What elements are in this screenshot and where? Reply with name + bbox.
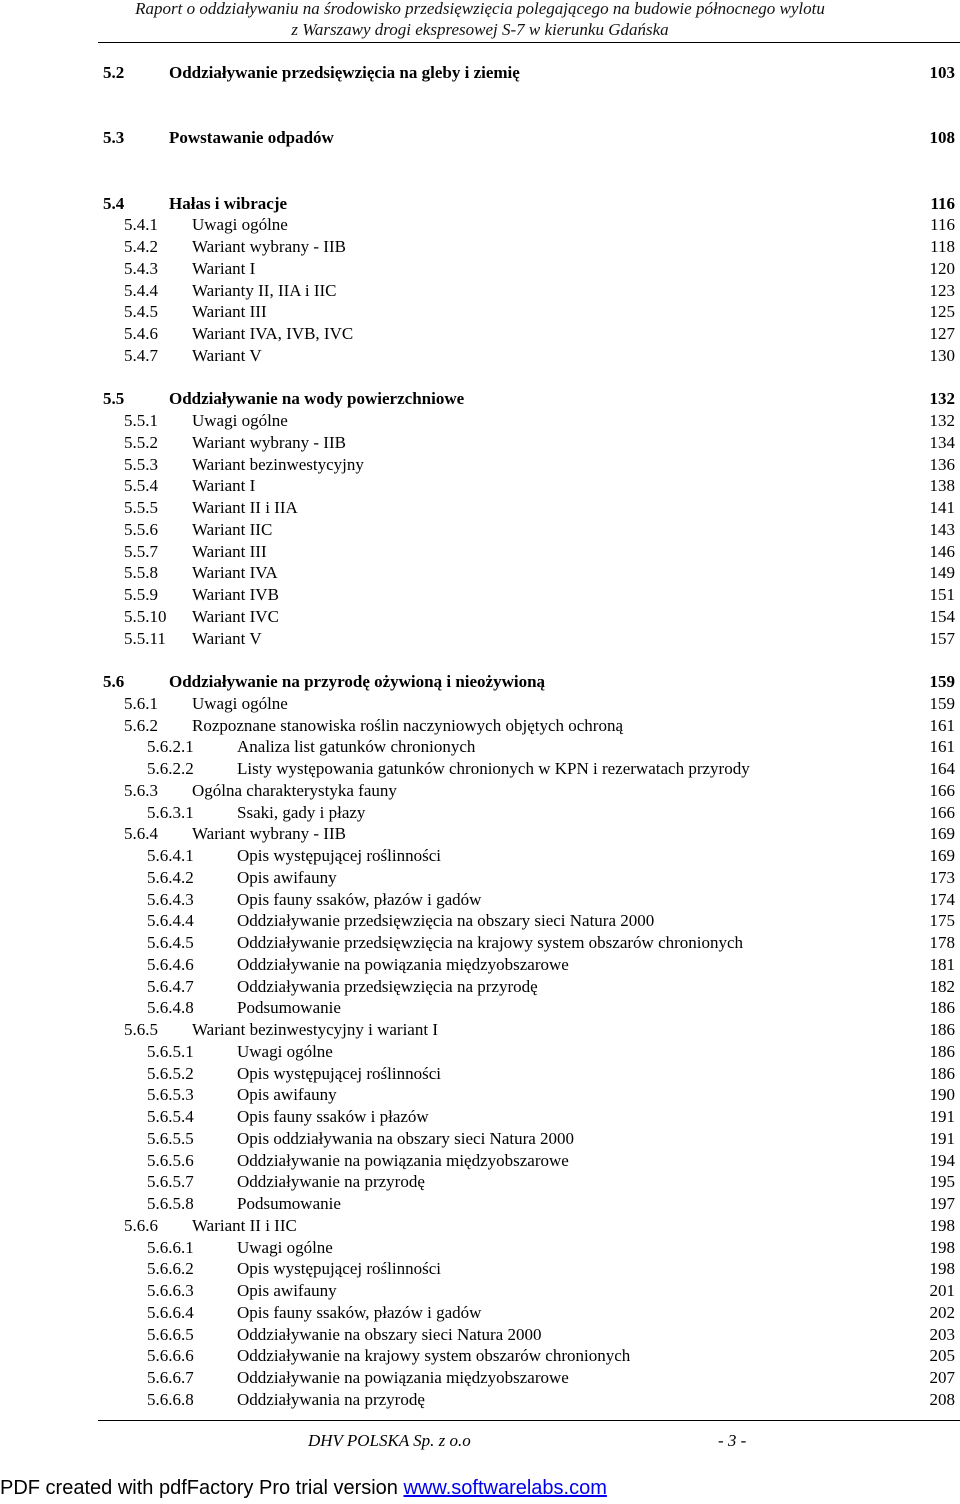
toc-entry-number: 5.5.4 bbox=[124, 476, 158, 496]
toc-entry-title: Opis awifauny bbox=[237, 1085, 337, 1105]
toc-entry-page: 116 bbox=[930, 193, 955, 213]
toc-entry[interactable] bbox=[0, 432, 960, 454]
toc-entry-page: 132 bbox=[929, 389, 955, 409]
toc-entry-number: 5.6 bbox=[103, 672, 125, 691]
toc-entry-number: 5.6.5.3 bbox=[147, 1085, 194, 1105]
toc-entry-number: 5.6.6.6 bbox=[147, 1346, 194, 1366]
toc-entry-page: 127 bbox=[929, 324, 955, 343]
toc-entry[interactable] bbox=[0, 280, 960, 302]
toc-entry-title: Oddziaływanie na powiązania międzyobszarowe bbox=[237, 1150, 569, 1170]
toc-entry-page: 202 bbox=[929, 1302, 955, 1322]
toc-entry-title: Uwagi ogólne bbox=[237, 1041, 333, 1061]
toc-entry-number: 5.6.4 bbox=[124, 824, 158, 844]
toc-entry-title: Uwagi ogólne bbox=[192, 693, 288, 713]
toc-entry[interactable] bbox=[0, 562, 960, 584]
toc-entry-number: 5.5.2 bbox=[124, 432, 158, 452]
toc-entry-number: 5.6.6.7 bbox=[147, 1368, 194, 1387]
footer-divider bbox=[98, 1420, 960, 1421]
toc-entry-title: Rozpoznane stanowiska roślin naczyniowych objętych ochroną bbox=[192, 715, 624, 735]
toc-entry-title: Oddziaływanie na wody powierzchniowe bbox=[169, 389, 465, 409]
toc-entry-page: 149 bbox=[929, 563, 955, 583]
toc-entry-title: Powstawanie odpadów bbox=[169, 128, 334, 148]
toc-entry-number: 5.4.5 bbox=[124, 302, 158, 322]
toc-entry-title: Ogólna charakterystyka fauny bbox=[192, 780, 397, 800]
toc-entry-page: 132 bbox=[929, 411, 955, 430]
toc-entry-number: 5.6.3.1 bbox=[147, 802, 194, 822]
toc-entry-page: 174 bbox=[929, 889, 955, 909]
toc-entry-page: 151 bbox=[929, 585, 955, 604]
toc-entry-page: 198 bbox=[929, 1237, 955, 1257]
header-divider bbox=[98, 42, 960, 43]
toc-entry-number: 5.6.6.8 bbox=[147, 1389, 194, 1409]
toc-entry-page: 191 bbox=[929, 1128, 955, 1148]
toc-entry-page: 186 bbox=[929, 1020, 955, 1039]
toc-entry[interactable] bbox=[0, 345, 960, 367]
footer-company: DHV POLSKA Sp. z o.o bbox=[308, 1431, 471, 1450]
toc-entry-number: 5.4.3 bbox=[124, 258, 158, 278]
toc-entry-title: Wariant IVB bbox=[192, 585, 279, 604]
toc-entry-title: Wariant wybrany - IIB bbox=[192, 237, 346, 256]
toc-entry[interactable] bbox=[0, 628, 960, 650]
toc-entry-title: Oddziaływanie na powiązania międzyobszarowe bbox=[237, 1368, 569, 1387]
toc-entry-page: 198 bbox=[929, 1259, 955, 1279]
toc-entry-page: 182 bbox=[929, 976, 955, 996]
toc-entry-title: Wariant IVA, IVB, IVC bbox=[192, 324, 354, 343]
toc-entry-title: Listy występowania gatunków chronionych w KPN i rezerwatach przyrody bbox=[237, 759, 750, 778]
toc-entry[interactable] bbox=[0, 845, 960, 867]
toc-entry-number: 5.6.3 bbox=[124, 780, 158, 800]
pdf-creator-note bbox=[0, 1474, 607, 1502]
toc-entry-number: 5.6.4.5 bbox=[147, 933, 194, 952]
toc-entry[interactable] bbox=[0, 1324, 960, 1346]
toc-entry-number: 5.6.6.4 bbox=[147, 1302, 194, 1322]
toc-entry[interactable] bbox=[0, 1128, 960, 1150]
toc-entry-page: 159 bbox=[929, 693, 955, 713]
toc-entry-number: 5.4.1 bbox=[124, 215, 158, 235]
toc-entry[interactable] bbox=[0, 1193, 960, 1215]
toc-entry-number: 5.4.6 bbox=[124, 324, 158, 343]
toc-entry[interactable] bbox=[0, 127, 960, 149]
toc-entry-page: 166 bbox=[929, 780, 955, 800]
toc-entry-title: Oddziaływanie przedsięwzięcia na krajowy system obszarów chronionych bbox=[237, 933, 744, 952]
toc-entry[interactable] bbox=[0, 889, 960, 911]
toc-entry-title: Oddziaływanie przedsięwzięcia na obszary sieci Natura 2000 bbox=[237, 911, 655, 931]
toc-entry-number: 5.6.5.2 bbox=[147, 1063, 194, 1083]
toc-entry-page: 164 bbox=[929, 759, 955, 778]
toc-entry-page: 194 bbox=[929, 1150, 955, 1170]
toc-entry[interactable] bbox=[0, 693, 960, 715]
toc-entry-title: Wariant IVC bbox=[192, 606, 279, 626]
toc-entry-title: Oddziaływanie na obszary sieci Natura 2000 bbox=[237, 1324, 542, 1344]
toc-entry-title: Opis występującej roślinności bbox=[237, 1063, 441, 1083]
toc-entry[interactable] bbox=[0, 736, 960, 758]
footer-page-number: - 3 - bbox=[718, 1431, 747, 1450]
toc-entry-number: 5.4.2 bbox=[124, 237, 158, 256]
toc-entry[interactable] bbox=[0, 1389, 960, 1411]
toc-entry[interactable] bbox=[0, 823, 960, 845]
toc-entry-number: 5.6.6.2 bbox=[147, 1259, 194, 1279]
toc-entry-page: 166 bbox=[929, 802, 955, 822]
toc-entry[interactable] bbox=[0, 258, 960, 280]
toc-entry[interactable] bbox=[0, 1367, 960, 1389]
toc-entry[interactable] bbox=[0, 932, 960, 954]
toc-entry-number: 5.6.5.7 bbox=[147, 1172, 194, 1192]
toc-entry[interactable] bbox=[0, 388, 960, 410]
toc-entry-page: 154 bbox=[929, 606, 955, 626]
toc-entry-number: 5.3 bbox=[103, 128, 125, 148]
toc-entry-page: 138 bbox=[929, 476, 955, 496]
toc-entry-page: 201 bbox=[929, 1281, 955, 1300]
toc-entry[interactable] bbox=[0, 323, 960, 345]
toc-entry-number: 5.6.6.3 bbox=[147, 1281, 194, 1300]
toc-entry-title: Wariant II i IIA bbox=[192, 498, 298, 517]
toc-entry-number: 5.4.7 bbox=[124, 345, 158, 365]
toc-entry-page: 118 bbox=[930, 237, 955, 256]
toc-entry-page: 205 bbox=[929, 1346, 955, 1366]
toc-entry[interactable] bbox=[0, 997, 960, 1019]
toc-entry-title: Wariant III bbox=[192, 302, 267, 322]
toc-entry[interactable] bbox=[0, 910, 960, 932]
toc-entry-page: 197 bbox=[929, 1194, 955, 1213]
toc-entry-number: 5.6.4.8 bbox=[147, 998, 194, 1018]
toc-entry-title: Warianty II, IIA i IIC bbox=[192, 280, 337, 300]
toc-entry-page: 195 bbox=[929, 1172, 955, 1192]
toc-entry[interactable] bbox=[0, 976, 960, 998]
toc-entry[interactable] bbox=[0, 758, 960, 780]
toc-entry-page: 123 bbox=[929, 280, 955, 300]
toc-entry-title: Opis awifauny bbox=[237, 867, 337, 887]
toc-entry-number: 5.6.5 bbox=[124, 1020, 158, 1039]
toc-entry-page: 186 bbox=[929, 1041, 955, 1061]
toc-entry-page: 203 bbox=[929, 1324, 955, 1344]
toc-entry[interactable] bbox=[0, 1019, 960, 1041]
toc-entry-number: 5.6.2.2 bbox=[147, 759, 194, 778]
toc-entry[interactable] bbox=[0, 606, 960, 628]
toc-entry-title: Ssaki, gady i płazy bbox=[237, 802, 366, 822]
toc-entry-number: 5.6.4.7 bbox=[147, 976, 194, 996]
toc-entry[interactable] bbox=[0, 1150, 960, 1172]
toc-entry-title: Wariant bezinwestycyjny bbox=[192, 454, 364, 474]
toc-entry[interactable] bbox=[0, 1171, 960, 1193]
toc-entry-page: 159 bbox=[929, 672, 955, 691]
toc-entry-title: Wariant I bbox=[192, 476, 256, 496]
toc-entry-number: 5.5.3 bbox=[124, 454, 158, 474]
toc-entry-number: 5.5.8 bbox=[124, 563, 158, 583]
toc-entry-number: 5.6.1 bbox=[124, 693, 158, 713]
toc-entry-title: Wariant III bbox=[192, 541, 267, 561]
toc-entry-page: 125 bbox=[929, 302, 955, 322]
toc-entry-number: 5.6.4.2 bbox=[147, 867, 194, 887]
toc-entry-number: 5.6.5.5 bbox=[147, 1128, 194, 1148]
toc-entry[interactable] bbox=[0, 780, 960, 802]
toc-entry-title: Oddziaływanie na krajowy system obszarów chronionych bbox=[237, 1346, 631, 1366]
header-line-2: z Warszawy drogi ekspresowej S-7 w kierunku Gdańska bbox=[291, 20, 669, 39]
toc-entry-title: Wariant bezinwestycyjny i wariant I bbox=[192, 1020, 438, 1039]
toc-entry-title: Opis fauny ssaków i płazów bbox=[237, 1107, 429, 1126]
toc-entry-page: 169 bbox=[929, 846, 955, 865]
toc-entry-title: Wariant wybrany - IIB bbox=[192, 432, 346, 452]
toc-entry[interactable] bbox=[0, 1237, 960, 1259]
toc-entry-number: 5.4.4 bbox=[124, 280, 158, 300]
toc-entry-page: 103 bbox=[929, 63, 955, 82]
toc-entry-page: 161 bbox=[929, 737, 955, 757]
toc-entry-number: 5.5.11 bbox=[124, 628, 166, 648]
toc-entry-number: 5.6.6.1 bbox=[147, 1237, 194, 1257]
toc-entry-number: 5.6.5.8 bbox=[147, 1194, 194, 1213]
toc-entry-page: 169 bbox=[929, 824, 955, 844]
toc-entry[interactable] bbox=[0, 802, 960, 824]
toc-entry-page: 141 bbox=[929, 498, 955, 517]
toc-entry-number: 5.6.4.1 bbox=[147, 846, 194, 865]
toc-entry-title: Oddziaływania przedsięwzięcia na przyrodę bbox=[237, 976, 538, 996]
toc-entry-number: 5.6.6 bbox=[124, 1215, 158, 1235]
toc-entry[interactable] bbox=[0, 584, 960, 606]
toc-entry[interactable] bbox=[0, 867, 960, 889]
toc-entry-page: 116 bbox=[930, 215, 955, 235]
toc-entry-page: 178 bbox=[929, 933, 955, 952]
toc-entry[interactable] bbox=[0, 1280, 960, 1302]
toc-entry-page: 108 bbox=[929, 128, 955, 148]
toc-entry-title: Wariant V bbox=[192, 628, 262, 648]
toc-entry-title: Opis występującej roślinności bbox=[237, 1259, 441, 1279]
toc-entry-number: 5.5.10 bbox=[124, 606, 167, 626]
toc-entry[interactable] bbox=[0, 475, 960, 497]
toc-entry[interactable] bbox=[0, 236, 960, 258]
toc-entry[interactable] bbox=[0, 1258, 960, 1280]
toc-entry-number: 5.6.2.1 bbox=[147, 737, 194, 757]
toc-entry-title: Opis fauny ssaków, płazów i gadów bbox=[237, 1302, 482, 1322]
toc-entry-title: Uwagi ogólne bbox=[192, 411, 288, 430]
toc-entry-title: Podsumowanie bbox=[237, 998, 341, 1018]
toc-entry[interactable] bbox=[0, 214, 960, 236]
toc-entry-number: 5.2 bbox=[103, 63, 125, 82]
toc-entry-title: Uwagi ogólne bbox=[192, 215, 288, 235]
toc-entry[interactable] bbox=[0, 541, 960, 563]
toc-entry-title: Analiza list gatunków chronionych bbox=[237, 737, 476, 757]
toc-entry-number: 5.6.4.3 bbox=[147, 889, 194, 909]
toc-entry-page: 207 bbox=[929, 1368, 955, 1387]
toc-entry-page: 173 bbox=[929, 867, 955, 887]
toc-entry[interactable] bbox=[0, 497, 960, 519]
toc-entry-title: Hałas i wibracje bbox=[169, 193, 288, 213]
toc-entry-title: Oddziaływanie na przyrodę ożywioną i nieożywioną bbox=[169, 672, 546, 691]
toc-entry[interactable] bbox=[0, 301, 960, 323]
toc-entry-page: 143 bbox=[929, 519, 955, 539]
toc-entry-page: 161 bbox=[929, 715, 955, 735]
toc-entry-title: Opis fauny ssaków, płazów i gadów bbox=[237, 889, 482, 909]
toc-entry[interactable] bbox=[0, 519, 960, 541]
toc-entry-page: 198 bbox=[929, 1215, 955, 1235]
toc-entry-number: 5.6.5.4 bbox=[147, 1107, 194, 1126]
toc-entry[interactable] bbox=[0, 1041, 960, 1063]
toc-entry-page: 130 bbox=[929, 345, 955, 365]
toc-entry-title: Podsumowanie bbox=[237, 1194, 341, 1213]
toc-entry-page: 186 bbox=[929, 1063, 955, 1083]
toc-entry-number: 5.5 bbox=[103, 389, 125, 409]
toc-entry-number: 5.6.4.6 bbox=[147, 954, 194, 974]
toc-entry-title: Uwagi ogólne bbox=[237, 1237, 333, 1257]
toc-entry[interactable] bbox=[0, 1345, 960, 1367]
toc-entry-title: Oddziaływanie na powiązania międzyobszarowe bbox=[237, 954, 569, 974]
toc-entry-number: 5.6.4.4 bbox=[147, 911, 194, 931]
toc-entry-title: Wariant IIC bbox=[192, 519, 273, 539]
toc-entry[interactable] bbox=[0, 193, 960, 215]
toc-entry-page: 146 bbox=[929, 541, 955, 561]
toc-entry-page: 136 bbox=[929, 454, 955, 474]
toc-entry-number: 5.5.1 bbox=[124, 411, 158, 430]
toc-entry-page: 186 bbox=[929, 998, 955, 1018]
toc-entry-page: 208 bbox=[929, 1389, 955, 1409]
toc-entry-title: Oddziaływania na przyrodę bbox=[237, 1389, 425, 1409]
toc-entry-page: 190 bbox=[929, 1085, 955, 1105]
toc-entry-title: Wariant II i IIC bbox=[192, 1215, 297, 1235]
toc-entry-title: Wariant wybrany - IIB bbox=[192, 824, 346, 844]
toc-entry-page: 134 bbox=[929, 432, 955, 452]
toc-entry-title: Wariant IVA bbox=[192, 563, 278, 583]
toc-entry[interactable] bbox=[0, 1215, 960, 1237]
toc-entry-page: 175 bbox=[929, 911, 955, 931]
toc-entry[interactable] bbox=[0, 954, 960, 976]
toc-entry-title: Opis występującej roślinności bbox=[237, 846, 441, 865]
toc-entry-page: 157 bbox=[929, 628, 955, 648]
toc-entry-number: 5.5.7 bbox=[124, 541, 158, 561]
toc-entry[interactable] bbox=[0, 410, 960, 432]
toc-entry-number: 5.6.6.5 bbox=[147, 1324, 194, 1344]
toc-entry-page: 191 bbox=[929, 1107, 955, 1126]
pdf-note-text: PDF created with pdfFactory Pro trial version bbox=[0, 1477, 404, 1499]
toc-entry-title: Oddziaływanie na przyrodę bbox=[237, 1172, 425, 1192]
softwarelabs-link[interactable]: www.softwarelabs.com bbox=[403, 1477, 607, 1499]
toc-entry[interactable] bbox=[0, 1063, 960, 1085]
toc-entry[interactable] bbox=[0, 1106, 960, 1128]
toc-entry-title: Opis awifauny bbox=[237, 1281, 337, 1300]
toc-entry-number: 5.6.5.1 bbox=[147, 1041, 194, 1061]
toc-entry-page: 181 bbox=[929, 954, 955, 974]
toc-entry-page: 120 bbox=[929, 258, 955, 278]
toc-entry[interactable] bbox=[0, 715, 960, 737]
toc-entry[interactable] bbox=[0, 671, 960, 693]
toc-entry-number: 5.5.5 bbox=[124, 498, 158, 517]
toc-entry-title: Wariant V bbox=[192, 345, 262, 365]
toc-entry[interactable] bbox=[0, 62, 960, 84]
toc-entry-title: Opis oddziaływania na obszary sieci Natura 2000 bbox=[237, 1128, 575, 1148]
toc-entry-number: 5.5.9 bbox=[124, 585, 158, 604]
toc-entry-title: Oddziaływanie przedsięwzięcia na gleby i ziemię bbox=[169, 63, 520, 82]
toc-entry-number: 5.6.2 bbox=[124, 715, 158, 735]
toc-entry-title: Wariant I bbox=[192, 258, 256, 278]
header-line-1: Raport o oddziaływaniu na środowisko przedsięwzięcia polegającego na budowie północnego wylotu bbox=[135, 0, 825, 18]
toc-entry-number: 5.5.6 bbox=[124, 519, 158, 539]
toc-entry[interactable] bbox=[0, 454, 960, 476]
toc-entry-number: 5.6.5.6 bbox=[147, 1150, 194, 1170]
toc-entry[interactable] bbox=[0, 1302, 960, 1324]
toc-entry[interactable] bbox=[0, 1084, 960, 1106]
toc-entry-number: 5.4 bbox=[103, 193, 125, 213]
